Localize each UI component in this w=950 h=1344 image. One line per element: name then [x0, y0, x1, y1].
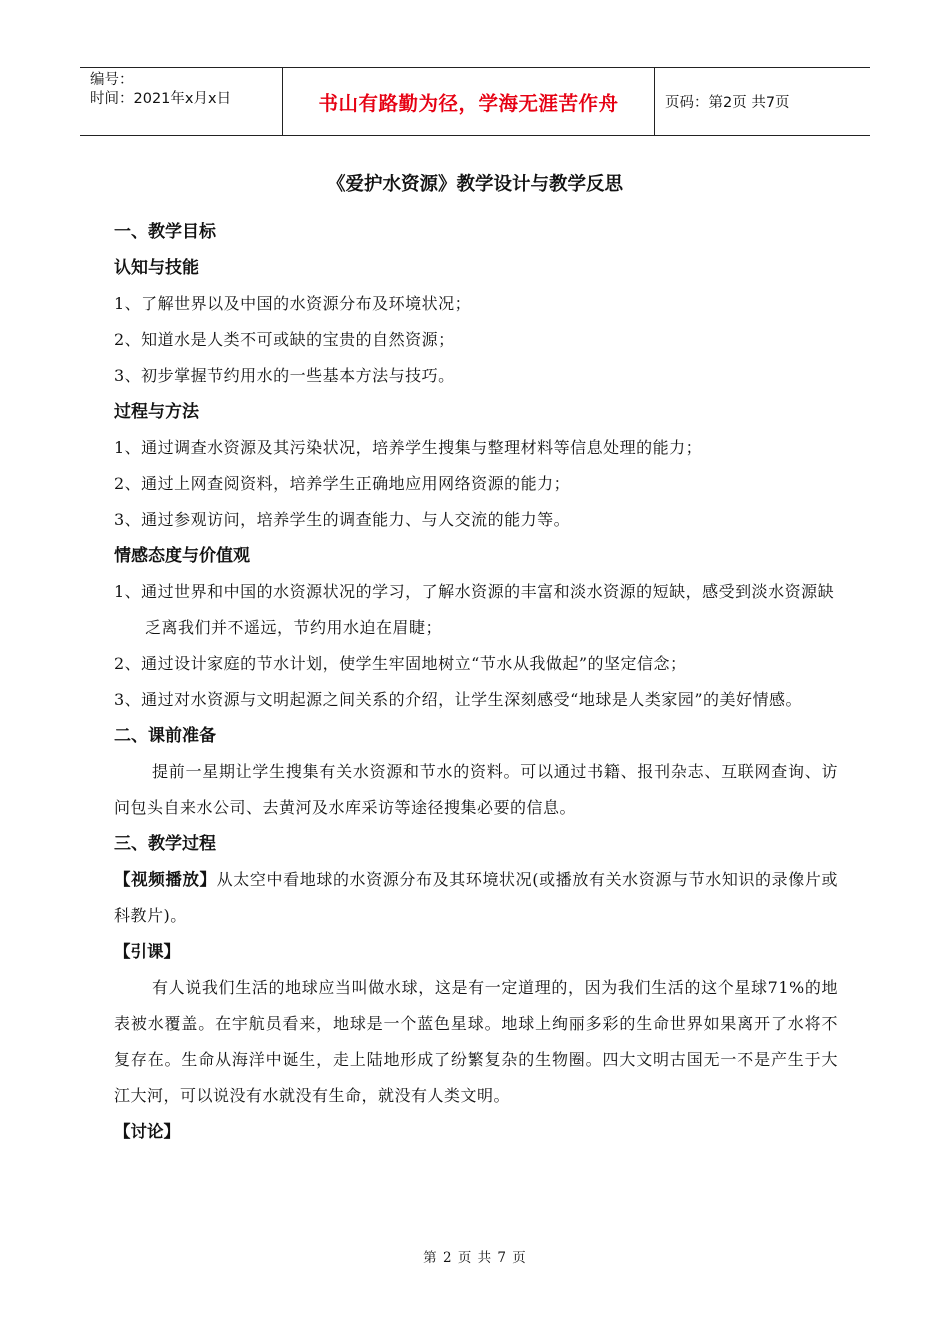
page-footer: 第 2 页 共 7 页 [423, 1250, 527, 1266]
list-item: 1、了解世界以及中国的水资源分布及环境状况； [114, 294, 472, 313]
motto-text: 书山有路勤为径，学海无涯苦作舟 [318, 91, 619, 115]
list-item: 1、通过调查水资源及其污染状况，培养学生搜集与整理材料等信息处理的能力； [114, 438, 703, 457]
serial-number-label: 编号： [90, 72, 134, 88]
page-info: 页码：第2页 共7页 [665, 95, 790, 111]
video-paragraph [114, 862, 838, 934]
document-title: 《爱护水资源》教学设计与教学反思 [326, 174, 623, 195]
subheading-attitude-values: 情感态度与价值观 [114, 546, 250, 566]
discussion-tag: 【讨论】 [114, 1122, 180, 1141]
header-page-cell [655, 68, 870, 135]
date-label: 时间：2021年x月x日 [90, 91, 232, 107]
section-heading-goals: 一、教学目标 [114, 222, 216, 242]
video-tag: 【视频播放】 [114, 870, 217, 889]
intro-paragraph: 有人说我们生活的地球应当叫做水球，这是有一定道理的，因为我们生活的这个星球71%的地表被水覆盖。在宇航员看来，地球是一个蓝色星球。地球上绚丽多彩的生命世界如果离开了水将不复存在。生命从海洋中诞生，走上陆地形成了纷繁复杂的生物圈。四大文明古国无一不是产生于大江大河，可以说没有水就没有生命，就没有人类文明。 [114, 978, 838, 1105]
header-meta-cell [80, 68, 282, 135]
document-body [114, 214, 838, 1150]
section-heading-process: 三、教学过程 [114, 834, 216, 854]
list-item: 2、通过设计家庭的节水计划，使学生牢固地树立“节水从我做起”的坚定信念； [114, 654, 687, 673]
list-item: 1、通过世界和中国的水资源状况的学习，了解水资源的丰富和淡水资源的短缺，感受到淡水资源缺乏离我们并不遥远，节约用水迫在眉睫； [114, 582, 835, 637]
subheading-cognition-skills: 认知与技能 [114, 258, 199, 278]
subheading-process-methods: 过程与方法 [114, 402, 199, 422]
list-item: 3、初步掌握节约用水的一些基本方法与技巧。 [114, 366, 455, 385]
video-text: 从太空中看地球的水资源分布及其环境状况(或播放有关水资源与节水知识的录像片或科教片)。 [114, 870, 839, 925]
list-item: 2、知道水是人类不可或缺的宝贵的自然资源； [114, 330, 455, 349]
list-item: 3、通过对水资源与文明起源之间关系的介绍，让学生深刻感受“地球是人类家园”的美好情感。 [114, 690, 803, 709]
preparation-paragraph: 提前一星期让学生搜集有关水资源和节水的资料。可以通过书籍、报刊杂志、互联网查询、访问包头自来水公司、去黄河及水库采访等途径搜集必要的信息。 [114, 762, 838, 817]
header-motto-cell [282, 68, 655, 135]
list-item: 3、通过参观访问，培养学生的调查能力、与人交流的能力等。 [114, 510, 571, 529]
section-heading-preparation: 二、课前准备 [114, 726, 216, 746]
list-item: 2、通过上网查阅资料，培养学生正确地应用网络资源的能力； [114, 474, 571, 493]
document-header [80, 67, 870, 136]
intro-tag: 【引课】 [114, 942, 180, 961]
